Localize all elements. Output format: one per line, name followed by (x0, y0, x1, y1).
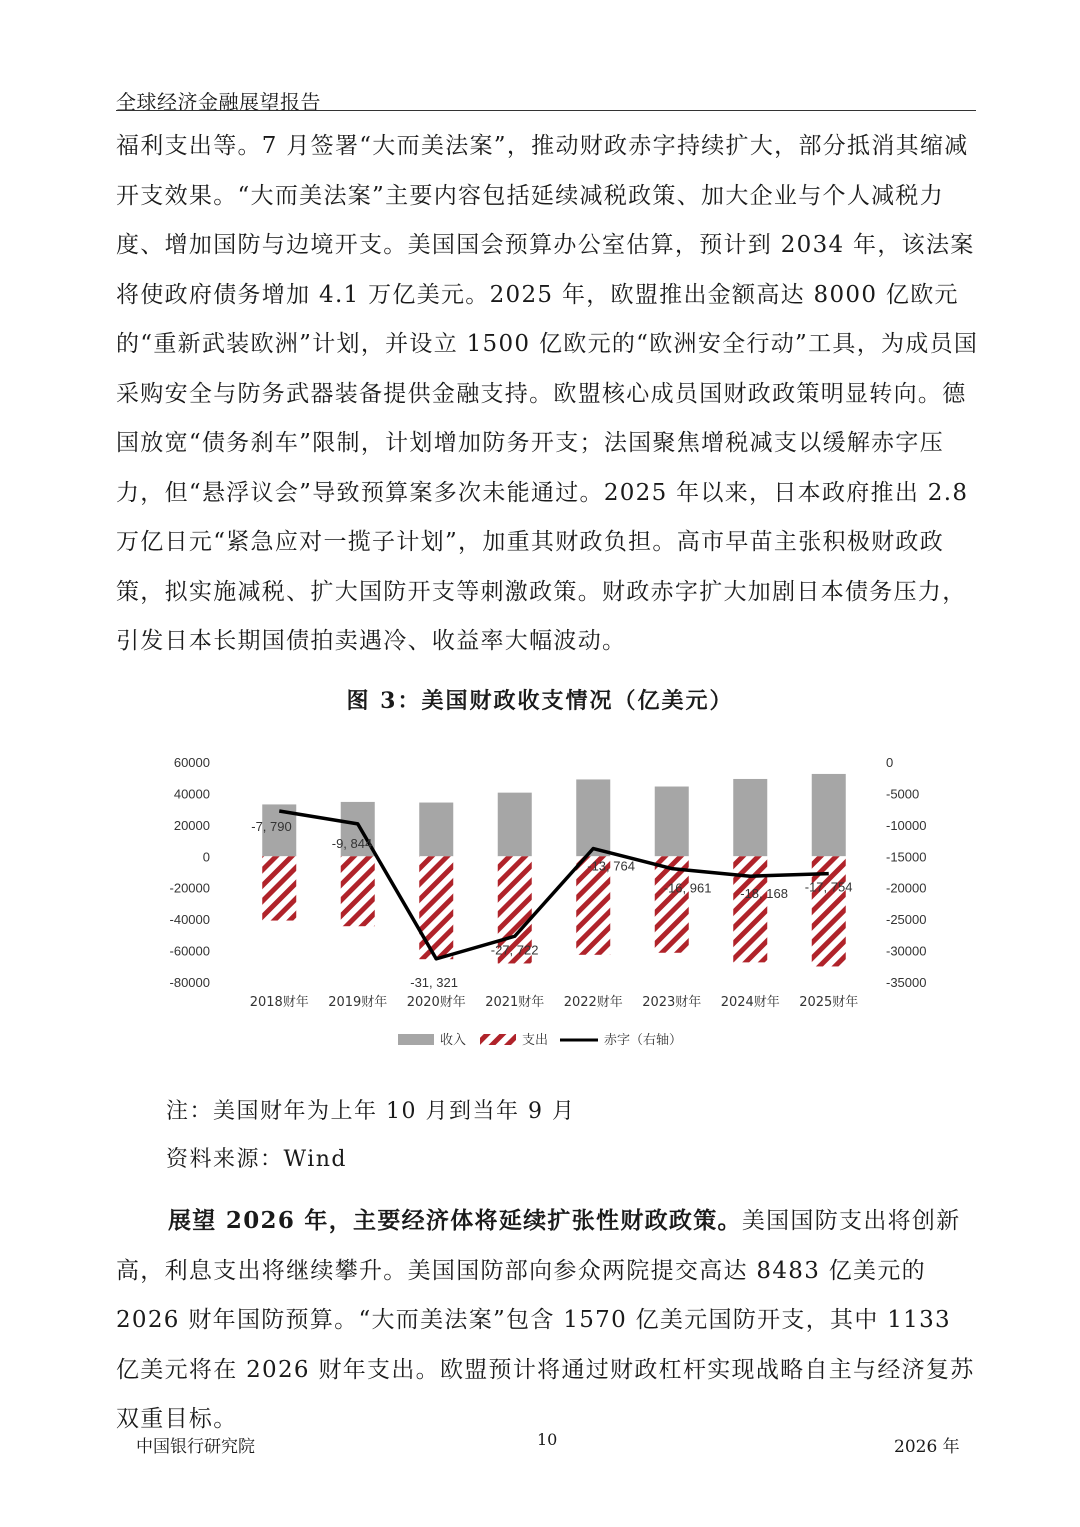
fiscal-chart (140, 740, 940, 1070)
left-axis-tick-label: -80000 (169, 975, 210, 990)
expenditure-bar (262, 856, 296, 920)
deficit-data-label: -17, 754 (804, 879, 853, 895)
x-axis-category-label: 2021财年 (485, 995, 545, 1010)
right-axis-tick-label: -30000 (886, 943, 927, 959)
x-axis-category-label: 2020财年 (406, 995, 466, 1010)
left-axis-tick-label: -40000 (169, 912, 210, 928)
deficit-data-label: -13, 764 (587, 858, 635, 874)
revenue-bar (655, 787, 689, 857)
header-divider (116, 110, 976, 111)
report-header: 全球经济金融展望报告 (116, 90, 321, 114)
legend-revenue-swatch (398, 1034, 434, 1045)
figure-title: 图 3：美国财政收支情况（亿美元） (346, 688, 734, 714)
left-axis-tick-label: 60000 (173, 755, 210, 770)
paragraph-2-rest: 美国国防支出将创新高，利息支出将继续攀升。美国国防部向参众两院提交高达 8483 亿美元的 2026 财年国防预算。“大而美法案”包含 1570 亿美元国防开支，其中 1133 亿美元将在 2026 财年支出。欧盟预计将通过财政杠杆实现战略自主与经济复苏双重目标。 (116, 1208, 975, 1432)
right-axis-tick-label: -5000 (886, 786, 920, 802)
body-paragraph-2 (116, 1196, 980, 1445)
legend-revenue-label: 收入 (440, 1033, 467, 1048)
right-axis-tick-label: -25000 (886, 912, 927, 928)
legend-expenditure-label: 支出 (522, 1033, 549, 1048)
figure-note: 注：美国财年为上年 10 月到当年 9 月 (166, 1099, 576, 1124)
left-axis-tick-label: 40000 (173, 786, 210, 802)
paragraph-2 (116, 1196, 980, 1445)
expenditure-bar (733, 856, 767, 962)
x-axis-category-label: 2025财年 (799, 995, 859, 1010)
left-axis-tick-label: 20000 (173, 817, 210, 833)
page-number: 10 (537, 1430, 558, 1449)
x-axis-category-label: 2022财年 (563, 995, 623, 1010)
footer-year: 2026 年 (894, 1437, 960, 1457)
paragraph-1-text: 福利支出等。7 月签署“大而美法案”，推动财政赤字持续扩大，部分抵消其缩减开支效果。“大而美法案”主要内容包括延续减税政策、加大企业与个人减税力度、增加国防与边境开支。美国国会预算办公室估算，预计到 2034 年，该法案将使政府债务增加 4.1 万亿美元。2025 年，欧盟推出金额高达 8000 亿欧元的“重新武装欧洲”计划，并设立 1500 亿欧元的“欧洲安全行动”工具，为成员国采购安全与防务武器装备提供金融支持。欧盟核心成员国财政政策明显转向。德国放宽“债务刹车”限制，计划增加防务开支；法国聚焦增税减支以缓解赤字压力，但“悬浮议会”导致预算案多次未能通过。2025 年以来，日本政府推出 2.8 万亿日元“紧急应对一揽子计划”，加重其财政负担。高市早苗主张积极财政政策，拟实施减税、扩大国防开支等刺激政策。财政赤字扩大加剧日本债务压力，引发日本长期国债拍卖遇冷、收益率大幅波动。 (116, 133, 979, 654)
revenue-bar (576, 779, 610, 856)
deficit-data-label: -7, 790 (251, 818, 292, 834)
expenditure-bar (341, 856, 375, 926)
right-axis-tick-label: -10000 (886, 817, 927, 833)
x-axis-category-label: 2018财年 (249, 995, 309, 1010)
expenditure-bar (419, 856, 453, 959)
right-axis-tick-label: -20000 (886, 880, 927, 896)
x-axis-category-label: 2019财年 (328, 995, 388, 1010)
paragraph-2-lead: 展望 2026 年，主要经济体将延续扩张性财政政策。 (168, 1207, 742, 1234)
x-axis-category-label: 2024财年 (720, 995, 780, 1010)
figure-source: 资料来源：Wind (166, 1147, 348, 1172)
deficit-data-label: -27, 722 (490, 942, 539, 958)
legend-deficit-label: 赤字（右轴） (604, 1033, 683, 1048)
right-axis-tick-label: -35000 (886, 975, 927, 990)
left-axis-tick-label: -60000 (169, 943, 210, 959)
deficit-data-label: -9, 844 (331, 835, 373, 851)
revenue-bar (498, 793, 532, 857)
left-axis-tick-label: -20000 (169, 880, 210, 896)
deficit-data-label: -16, 961 (663, 880, 712, 896)
right-axis-tick-label: 0 (886, 755, 894, 770)
revenue-bar (419, 803, 453, 857)
right-axis-tick-label: -15000 (886, 849, 927, 865)
footer-org: 中国银行研究院 (136, 1437, 255, 1457)
revenue-bar (733, 779, 767, 856)
deficit-data-label: -18, 168 (740, 886, 788, 902)
body-paragraph-1 (116, 122, 980, 667)
x-axis-category-label: 2023财年 (642, 995, 702, 1010)
deficit-data-label: -31, 321 (410, 974, 458, 990)
left-axis-tick-label: 0 (202, 849, 210, 865)
revenue-bar (812, 774, 846, 856)
legend-expenditure-swatch (480, 1034, 516, 1045)
